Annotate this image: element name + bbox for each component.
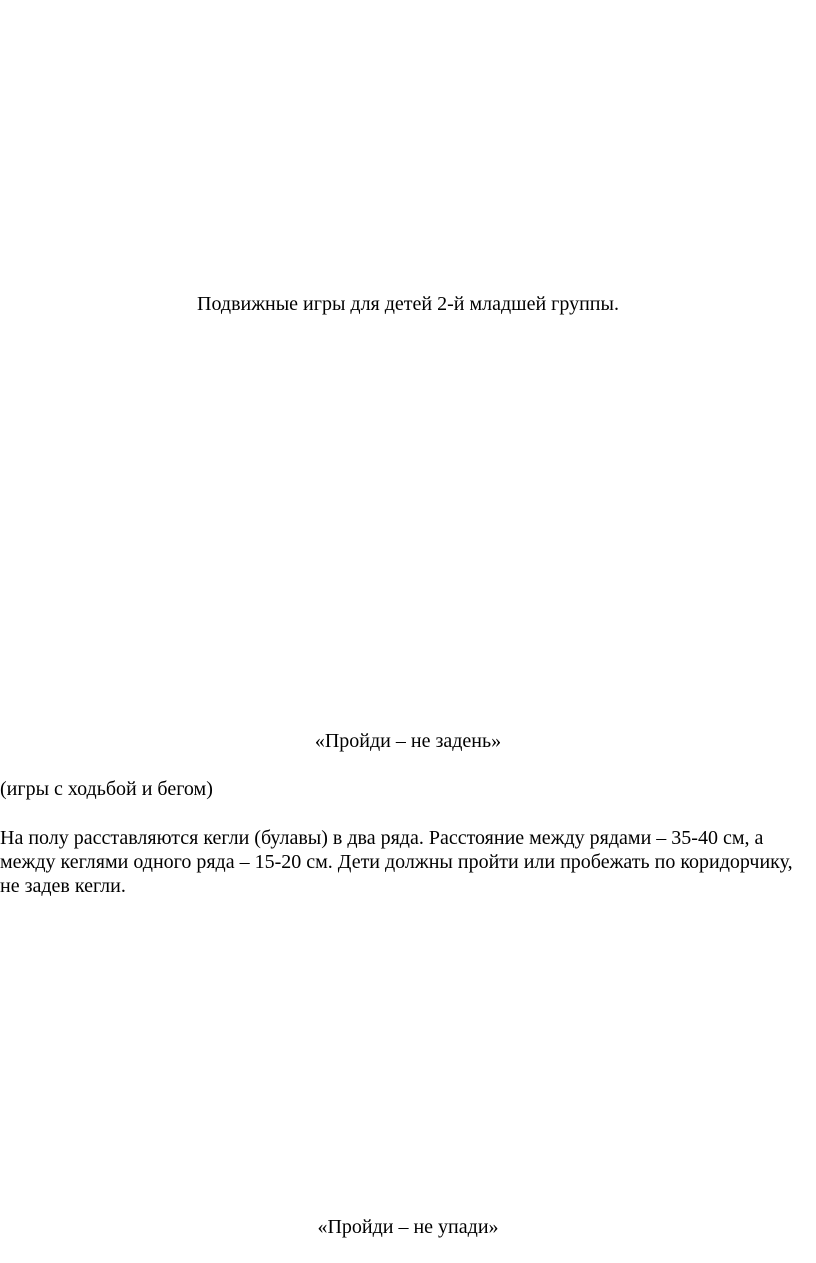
game-description: На полу расставляются кегли (булавы) в два ряда. Расстояние между рядами – 35-40 см, а между кеглями одного ряда – 15-20 см. Дети должны пройти или пробежать по коридорчику, не задев кегли. — [0, 827, 793, 897]
game-category: (игры с ходьбой и бегом) — [0, 778, 213, 800]
game-title: «Пройди – не задень» — [314, 730, 502, 752]
document-title: Подвижные игры для детей 2-й младшей группы. — [197, 293, 619, 315]
game-title: «Пройди – не упади» — [317, 1216, 499, 1238]
